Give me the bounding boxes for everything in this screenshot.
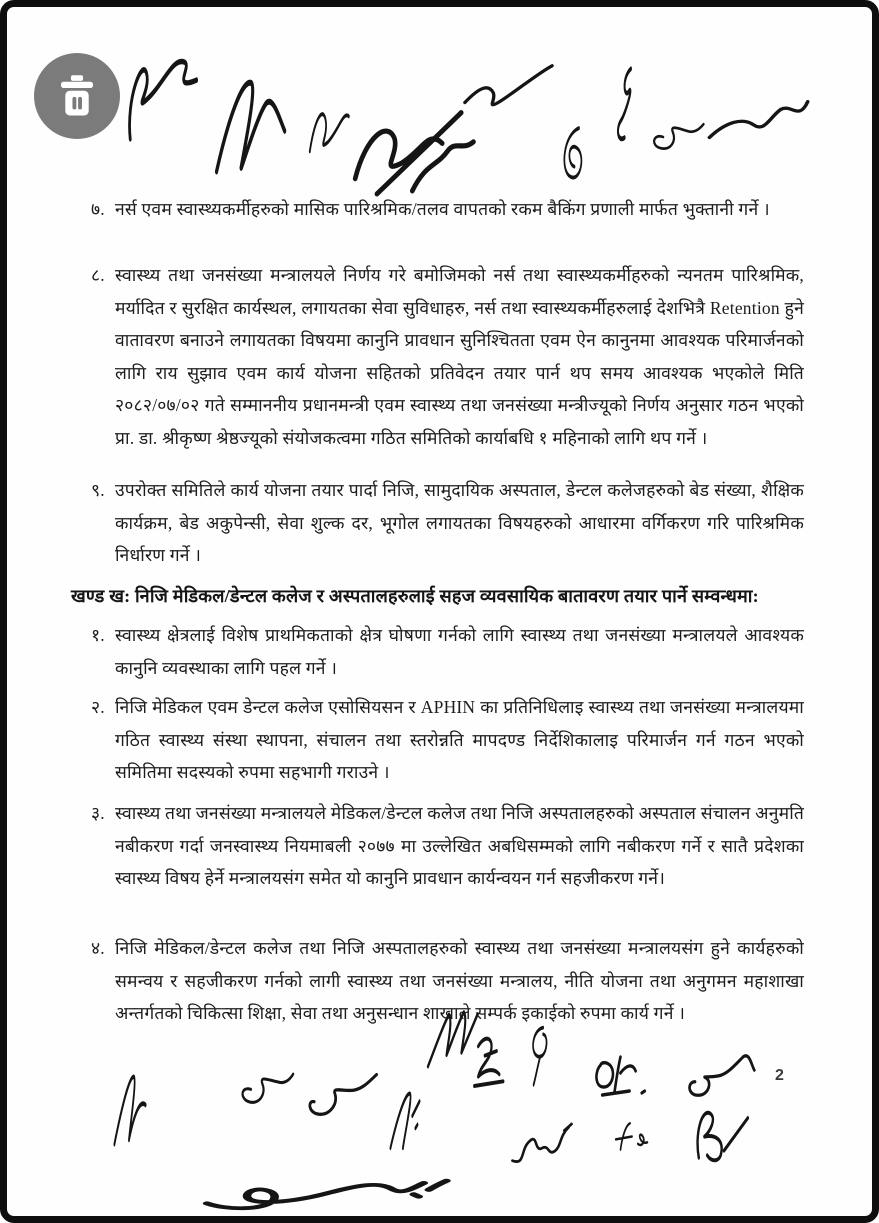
signature-ink: [587, 1043, 663, 1103]
list-item-text: स्वास्थ्य तथा जनसंख्या मन्त्रालयले निर्णय गरे बमोजिमको नर्स तथा स्वास्थ्यकर्मीहरुको न्यनतम पारिश्रमिक, मर्यादित र सुरक्षित कार्यस्थल, लगायतका सेवा सुविधाहरु, नर्स तथा स्वास्थ्यकर्मीहरुलाई देशभित्रै Retention हुने वातावरण बनाउने लगायतका विषयमा कानुनि प्रावधान सुनिश्चितता एवम ऐन कानुनमा आवश्यक परिमार्जनको लागि राय सुझाव एवम कार्य योजना सहितको प्रतिवेदन तयार पार्न थप समय आवश्यक भएकोले मिति २०८२/०७/०२ गते सम्माननीय प्रधानमन्त्री एवम स्वास्थ्य तथा जनसंख्या मन्त्रीज्यूको निर्णय अनुसार गठन भएको प्रा. डा. श्रीकृष्ण श्रेष्ठज्यूको संयोजकत्वमा गठित समितिको कार्याबधि १ महिनाको लागि थप गर्ने ।: [115, 265, 804, 448]
list-item: [71, 797, 804, 895]
signature-ink: [200, 69, 292, 175]
signature-ink: [197, 1149, 449, 1217]
signature-ink: [465, 1023, 531, 1093]
signature-ink: [303, 1063, 383, 1121]
list-item-text: उपरोक्त समितिले कार्य योजना तयार पार्दा निजि, सामुदायिक अस्पताल, डेन्टल कलेजहरुको बेड संख्या, शैक्षिक कार्यक्रम, बेड अकुपेन्सी, सेवा शुल्क दर, भूगोल लगायतका विषयहरुको आधारमा वर्गिकरण गरि पारिश्रमिक निर्धारण गर्ने ।: [115, 480, 804, 566]
list-item-text: निजि मेडिकल एवम डेन्टल कलेज एसोसियसन र APHIN का प्रतिनिधिलाइ स्वास्थ्य तथा जनसंख्या मन्त्रालयमा गठित स्वास्थ्य संस्था स्थापना, संचालन तथा स्तरोन्नति मापदण्ड निर्देशिकालाइ परिमार्जन गर्न गठन भएको समितिमा सदस्यको रुपमा सहभागी गराउने ।: [115, 697, 804, 783]
list-item-text: निजि मेडिकल/डेन्टल कलेज तथा निजि अस्पतालहरुको स्वास्थ्य तथा जनसंख्या मन्त्रालयसंग हुने कार्यहरुको समन्वय र सहजीकरण गर्नको लागी स्वास्थ्य तथा जनसंख्या मन्त्रालय, नीति योजना तथा अनुगमन महाशाखा अन्तर्गतको चिकित्सा शिक्षा, सेवा तथा अनुसन्धान शाखाले सम्पर्क इकाईको रुपमा कार्य गर्ने ।: [115, 938, 804, 1024]
list-item-marker: ७.: [91, 199, 105, 219]
signature-ink: [523, 1021, 571, 1087]
list-item-text: स्वास्थ्य तथा जनसंख्या मन्त्रालयले मेडिकल/डेन्टल कलेज तथा निजि अस्पतालहरुको अस्पताल संचालन अनुमति नबीकरण गर्दा जनस्वास्थ्य नियमाबली २०७७ मा उल्लेखित अबधिसम्मको लागि नबीकरण गर्ने र सातै प्रदेशका स्वास्थ्य विषय हेर्ने मन्त्रालयसंग समेत यो कानुनि प्रावधान कार्यन्वयन गर्न सहजीकरण गर्ने।: [115, 803, 804, 889]
signature-ink: [505, 1119, 579, 1169]
signature-ink: [689, 1097, 759, 1167]
list-item-text: स्वास्थ्य क्षेत्रलाई विशेष प्राथमिकताको क्षेत्र घोषणा गर्नको लागि स्वास्थ्य तथा जनसंख्या मन्त्रालयले आवश्यक कानुनि व्यवस्थाका लागि पहल गर्ने ।: [115, 625, 804, 678]
signature-ink: [379, 1079, 431, 1153]
list-item: [71, 619, 804, 684]
list-item-marker: १.: [91, 625, 105, 645]
signature-ink: [681, 1045, 759, 1103]
signature-ink: [644, 109, 708, 157]
signature-ink: [609, 1113, 657, 1157]
list-item-marker: ९.: [91, 480, 105, 500]
list-item-marker: ४.: [91, 938, 105, 958]
signature-ink: [347, 105, 483, 197]
section-heading: खण्ड ख: निजि मेडिकल/डेन्टल कलेज र अस्पतालहरुलाई सहज व्यवसायिक बातावरण तयार पार्ने सम्वन्धमा:: [71, 586, 759, 606]
list-item-text: नर्स एवम स्वास्थ्यकर्मीहरुको मासिक पारिश्रमिक/तलव वापतको रकम बैकिंग प्रणाली मार्फत भुक्तानी गर्ने ।: [115, 199, 770, 219]
signature-ink: [459, 59, 557, 117]
list-item: [71, 259, 804, 455]
signature-ink: [104, 1063, 156, 1147]
list-item-marker: ३.: [91, 803, 105, 823]
signature-ink: [704, 93, 812, 151]
signature-ink: [233, 1057, 297, 1111]
list-item: [71, 474, 804, 572]
signature-ink: [122, 49, 204, 147]
list-item: [71, 691, 804, 789]
delete-button[interactable]: [34, 53, 120, 139]
list-item: [71, 193, 804, 226]
list-item-marker: २.: [91, 697, 105, 717]
list-item-marker: ८.: [91, 265, 105, 285]
page-number: 2: [775, 1067, 784, 1084]
signature-ink: [553, 119, 603, 187]
trash-icon: [51, 70, 103, 122]
